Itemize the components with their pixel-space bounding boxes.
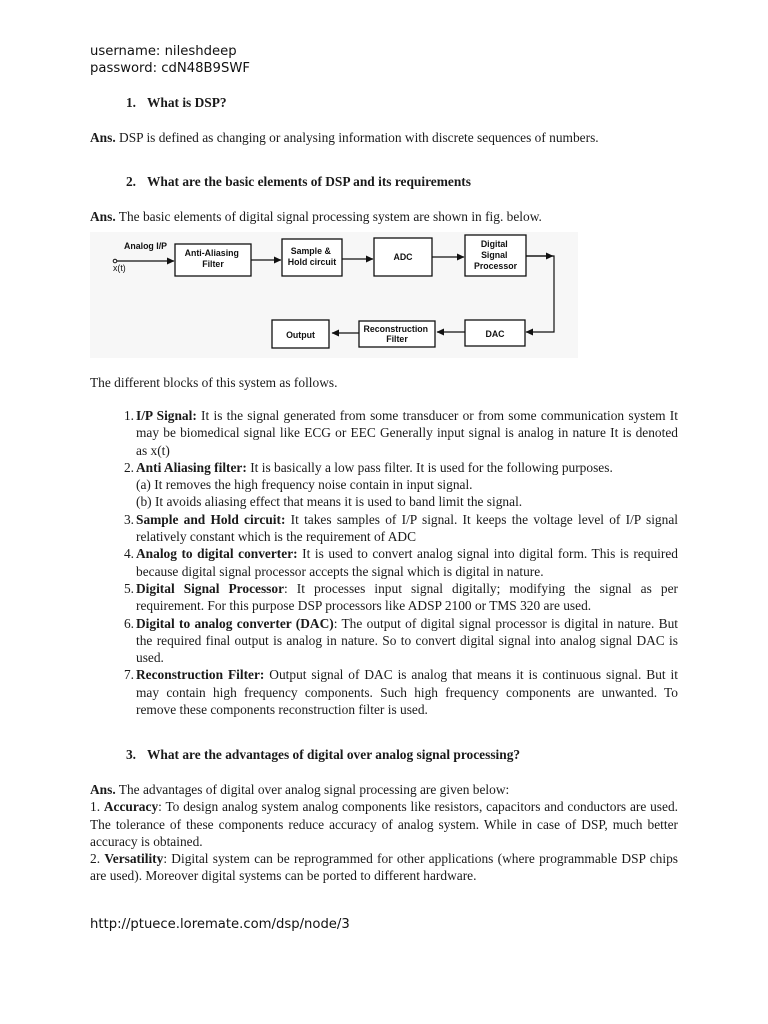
question-2-text: What are the basic elements of DSP and its requirements xyxy=(147,174,471,189)
list-item-text: It is used to convert analog signal into digital form. This is required because digital signal processor accepts the signal which is digital in nature. xyxy=(136,546,678,579)
list-item-text: Output signal of DAC is analog that means it is continuous signal. But it may contain high frequency components. Such high frequency components are unwanted. To remove these components reconstruction filter is used. xyxy=(136,667,678,718)
blocks-list-item xyxy=(90,666,678,718)
list-item-sub-point: (b) It avoids aliasing effect that means it is used to band limit the signal. xyxy=(136,494,523,510)
blocks-list-item xyxy=(90,580,678,615)
answer-3-intro: Ans. The advantages of digital over analog signal processing are given below: xyxy=(90,782,510,797)
password-line: password: cdN48B9SWF xyxy=(90,61,250,76)
list-item-number: 5. xyxy=(123,580,134,596)
input-signal-label: x(t) xyxy=(113,263,126,273)
list-item-text: It is the signal generated from some transducer or from some communication system It may be biomedical signal like ECG or EEC Generally input signal is analog in nature It is denoted as x(t) xyxy=(136,408,678,458)
list-item-content xyxy=(136,407,678,459)
answer-1-label: Ans. xyxy=(90,130,116,145)
list-item-term: I/P Signal: xyxy=(136,408,197,423)
blocks-list-item xyxy=(90,545,678,580)
list-item-term: Digital Signal Processor xyxy=(136,580,285,596)
question-3 xyxy=(90,746,520,763)
list-item-number: 7. xyxy=(123,667,134,683)
blocks-list xyxy=(90,407,678,718)
question-1-number: 1. xyxy=(125,95,136,110)
list-item-content xyxy=(136,615,678,667)
list-item-content xyxy=(136,511,678,546)
question-2-number: 2. xyxy=(125,174,136,189)
question-3-text: What are the advantages of digital over analog signal processing? xyxy=(147,747,521,762)
advantage-versatility: 2. Versatility: Digital system can be reprogrammed for other applications (where programmable DSP chips are used). Moreover digital systems can be ported to different hardware. xyxy=(90,851,678,884)
answer-2 xyxy=(90,208,678,225)
question-2 xyxy=(90,173,471,190)
footer-url[interactable]: http://ptuece.loremate.com/dsp/node/3 xyxy=(90,917,350,932)
question-1 xyxy=(90,94,227,111)
answer-3-label: Ans. xyxy=(90,782,116,797)
anti-aliasing-filter-label: Anti-Aliasing Filter xyxy=(184,248,239,269)
blocks-list-item xyxy=(90,407,678,459)
list-item-number: 1. xyxy=(123,408,134,423)
blocks-list-item xyxy=(90,615,678,667)
list-item-content xyxy=(136,666,678,718)
list-item-term: Analog to digital converter: xyxy=(136,546,298,562)
list-item-sub-point: (a) It removes the high frequency noise contain in input signal. xyxy=(136,477,473,493)
list-item-number: 3. xyxy=(123,511,134,527)
list-item-content xyxy=(136,459,678,511)
answer-2-label: Ans. xyxy=(90,209,116,224)
blocks-list-item xyxy=(90,459,678,511)
dac-label: DAC xyxy=(485,329,505,339)
question-1-text: What is DSP? xyxy=(147,95,227,110)
list-item-text: It is basically a low pass filter. It is used for the following purposes. xyxy=(246,459,613,475)
dsp-label: Digital Signal Processor xyxy=(473,239,518,271)
list-item-term: Digital to analog converter (DAC) xyxy=(136,615,334,631)
list-item-term: Reconstruction Filter: xyxy=(136,667,265,683)
list-item-number: 2. xyxy=(123,459,134,475)
reconstruction-filter-label: Reconstruction Filter xyxy=(363,324,429,344)
list-item-text: : The output of digital signal processor is digital in nature. But the required final output is analog in nature. So to convert digital signal into analog signal DAC is used. xyxy=(136,615,678,666)
list-item-number: 4. xyxy=(123,546,134,562)
list-item-term: Sample and Hold circuit: xyxy=(136,511,286,527)
blocks-intro: The different blocks of this system as follows. xyxy=(90,375,338,390)
adc-label: ADC xyxy=(393,252,413,262)
dsp-block-diagram xyxy=(90,232,578,358)
answer-3 xyxy=(90,781,678,885)
analog-input-label: Analog I/P xyxy=(124,241,168,251)
username-line: username: nileshdeep xyxy=(90,44,237,59)
list-item-text: It takes samples of I/P signal. It keeps the voltage level of I/P signal relatively constant which is the requirement of ADC xyxy=(136,511,678,545)
answer-1-text: DSP is defined as changing or analysing information with discrete sequences of numbers. xyxy=(115,130,599,145)
answer-1 xyxy=(90,129,678,146)
output-label: Output xyxy=(286,330,315,340)
question-3-number: 3. xyxy=(125,747,136,762)
answer-2-text: The basic elements of digital signal processing system are shown in fig. below. xyxy=(115,209,542,224)
list-item-text: : It processes input signal digitally; modifying the signal as per requirement. For this purpose DSP processors like ADSP 2100 or TMS 320 are used. xyxy=(136,580,678,614)
list-item-content xyxy=(136,545,678,580)
credentials-block xyxy=(90,43,250,77)
list-item-content xyxy=(136,580,678,615)
advantage-accuracy: 1. Accuracy: To design analog system analog components like resistors, capacitors and conductors are used. The tolerance of these components reduce accuracy of analog system. While in case of DSP, much better accuracy is obtained. xyxy=(90,799,679,849)
arrow-dsp-to-dac xyxy=(526,256,554,332)
list-item-number: 6. xyxy=(123,615,134,631)
blocks-list-item xyxy=(90,511,678,546)
list-item-term: Anti Aliasing filter: xyxy=(136,459,247,475)
sample-hold-label: Sample & Hold circuit xyxy=(287,246,337,267)
